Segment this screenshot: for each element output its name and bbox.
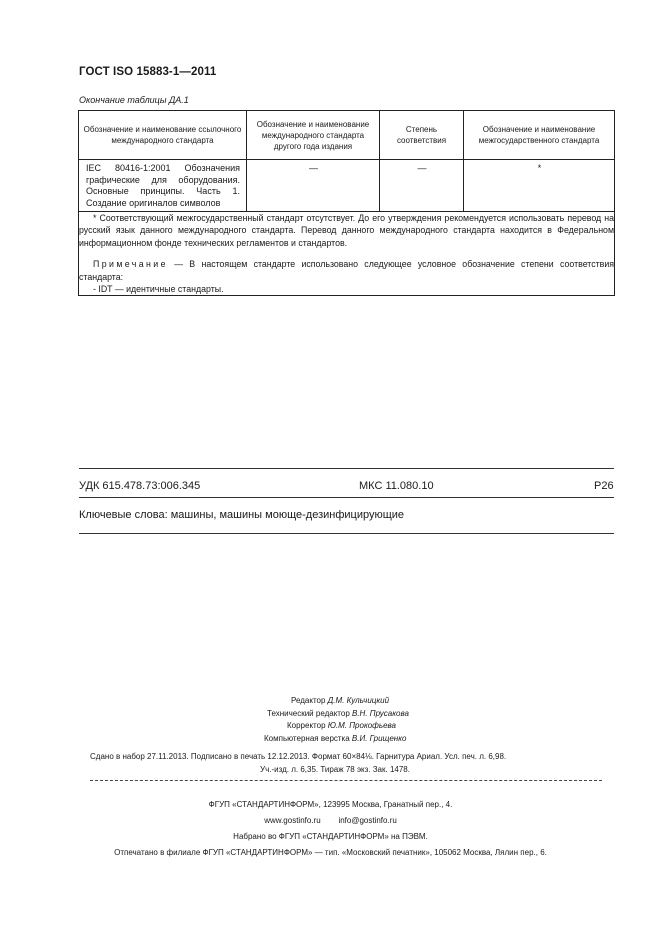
cell-interstate: * [464,160,615,212]
cell-other-year: — [247,160,380,212]
divider-bottom [79,533,614,534]
column-header-interstate: Обозначение и наименование межгосударственного стандарта [464,111,615,160]
document-title: ГОСТ ISO 15883-1—2011 [79,66,217,78]
publication-line-2: Уч.-изд. л. 6,35. Тираж 78 экз. Зак. 1478. [260,764,410,774]
credit-layout: Компьютерная верстка В.И. Грищенко [264,733,407,743]
column-header-degree: Степень соответствия [380,111,464,160]
table-notes-row [79,212,615,296]
credit-tech-editor: Технический редактор В.Н. Прусакова [267,708,409,718]
publisher-web: www.gostinfo.ru info@gostinfo.ru [264,816,397,825]
imprint-footer [0,797,661,861]
column-header-ref-standard: Обозначение и наименование ссылочного международного стандарта [79,111,247,160]
table-footnote: * Соответствующий межгосударственный стандарт отсутствует. До его утверждения рекомендуется использовать перевод на русский язык данного международного стандарта. Перевод данного международного стандарта находится в Федеральном информационном фонде технических регламентов и стандартов. [79,213,614,248]
column-header-other-year: Обозначение и наименование международного стандарта другого года издания [247,111,380,160]
credit-proofreader: Корректор Ю.М. Прокофьева [287,721,396,730]
udk-code: УДК 615.478.73:006.345 [79,480,201,492]
table-row [79,160,615,212]
table-note [79,258,614,283]
cell-degree: — [380,160,464,212]
table-header-row [79,111,615,160]
keywords: Ключевые слова: машины, машины моюще-дезинфицирующие [79,509,405,521]
publication-info [90,751,506,776]
publication-divider [90,780,602,781]
typeset-info: Набрано во ФГУП «СТАНДАРТИНФОРМ» на ПЭВМ. [233,832,428,841]
table-caption: Окончание таблицы ДА.1 [79,95,189,105]
credits-block [0,695,661,745]
cell-ref-standard: IEC 80416-1:2001 Обозначения графические для оборудования. Основные принципы. Часть 1. Создание оригиналов символов [79,160,247,212]
divider-top [79,468,614,469]
credit-editor: Редактор Д.М. Кульчицкий [291,696,390,705]
publisher-address: ФГУП «СТАНДАРТИНФОРМ», 123995 Москва, Гранатный пер., 4. [208,800,453,809]
note-label: Примечание [93,259,168,270]
standards-table [78,110,615,296]
table-notes [79,212,615,296]
mks-code: МКС 11.080.10 [359,480,434,492]
note-item: - IDT — идентичные стандарты. [93,284,224,295]
divider-middle [79,497,614,498]
note-text: — В настоящем стандарте использовано следующее условное обозначение степени соответствия стандарта: [79,259,614,282]
printed-info: Отпечатано в филиале ФГУП «СТАНДАРТИНФОРМ» — тип. «Московский печатник», 105062 Москва, Лялин пер., 6. [114,848,547,857]
publication-line-1: Сдано в набор 27.11.2013. Подписано в печать 12.12.2013. Формат 60×84⅛. Гарнитура Ариал. Усл. печ. л. 6,98. [90,752,507,761]
okp-code: Р26 [594,480,614,492]
